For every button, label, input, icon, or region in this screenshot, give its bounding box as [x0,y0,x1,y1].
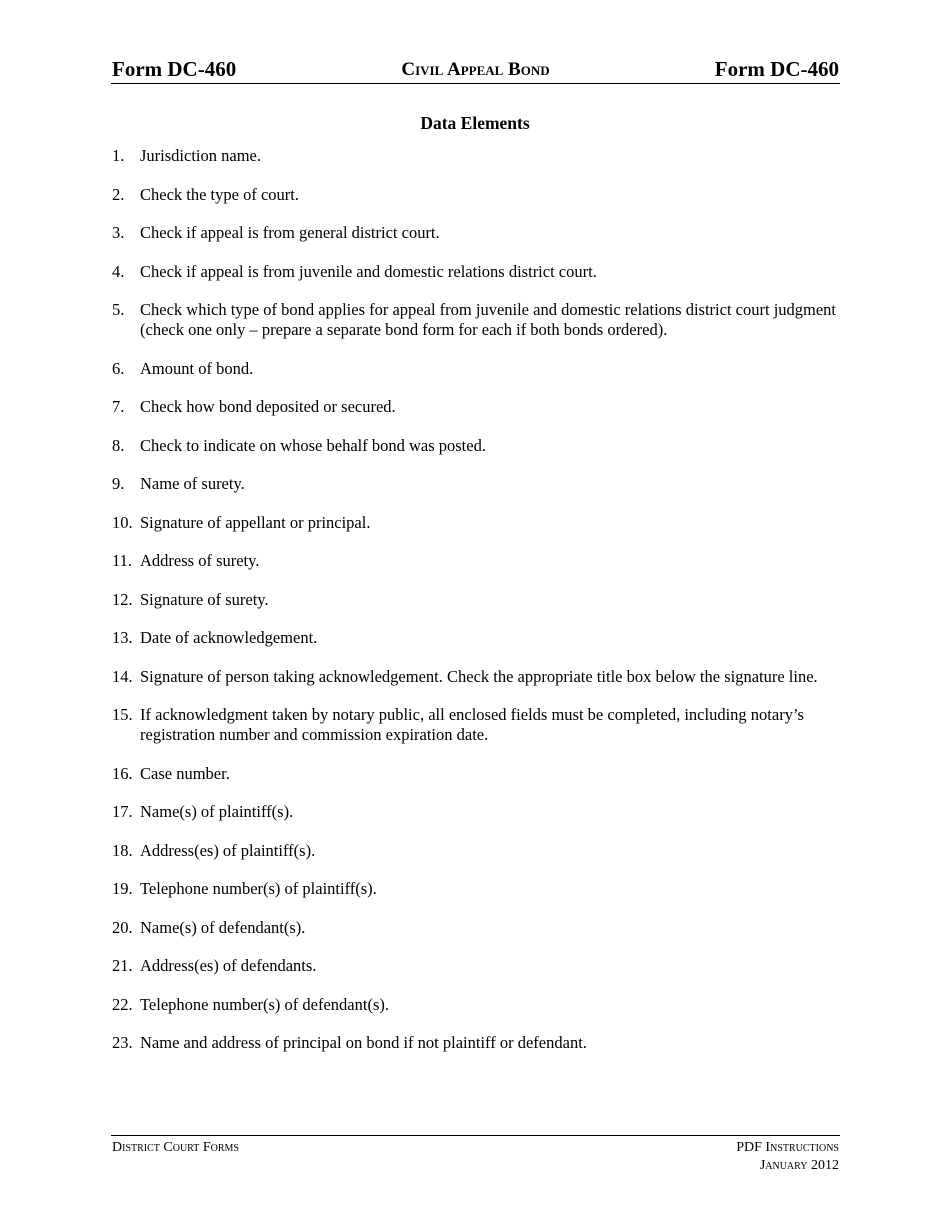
list-item [112,262,848,282]
item-number: 18. [112,840,133,860]
item-text: Jurisdiction name. [140,146,261,165]
item-number: 4. [112,261,125,281]
item-number: 13. [112,628,133,647]
form-title: Civil Appeal Bond [401,59,550,80]
item-text: Check how bond deposited or secured. [140,397,396,416]
item-text: Signature of person taking acknowledgement. Check the appropriate title box below the signature line. [140,666,818,686]
item-number: 10. [112,512,133,532]
item-number: 6. [112,358,125,378]
item-number: 19. [112,879,133,898]
list-item [112,995,848,1015]
item-text: Name of surety. [140,474,245,493]
data-elements-list [112,146,848,1072]
list-item [112,705,848,745]
item-text: Check the type of court. [140,184,299,204]
item-text: Check which type of bond applies for appeal from juvenile and domestic relations district court judgment (check one only – prepare a separate bond form for each if both bonds ordered). [140,300,837,339]
footer-right-line1: PDF Instructions [736,1140,839,1155]
list-item [112,223,848,243]
footer-right [736,1139,839,1175]
item-number: 7. [112,397,125,416]
item-text: Name and address of principal on bond if not plaintiff or defendant. [140,1033,587,1052]
list-item [112,628,848,648]
item-number: 22. [112,994,133,1014]
item-text: Name(s) of plaintiff(s). [140,802,294,821]
list-item [112,436,848,456]
list-item [112,918,848,938]
list-item [112,879,848,899]
list-item [112,474,848,494]
item-number: 14. [112,666,133,686]
list-item [112,590,848,610]
list-item [112,146,848,166]
page-header [111,56,840,84]
item-number: 11. [112,551,133,570]
list-item [112,802,848,822]
list-item [112,300,848,340]
item-number: 5. [112,300,125,319]
item-number: 21. [112,956,133,975]
list-item [112,667,848,687]
list-item [112,513,848,533]
item-number: 1. [112,146,125,165]
item-text: If acknowledgment taken by notary public, all enclosed fields must be completed, including notary’s registration number and commission expiration date. [140,705,804,744]
item-text: Check if appeal is from general district court. [140,223,440,242]
list-item [112,185,848,205]
item-text: Address of surety. [140,551,260,570]
item-number: 3. [112,223,125,242]
item-text: Signature of appellant or principal. [140,512,371,532]
item-text: Date of acknowledgement. [140,628,318,647]
item-text: Amount of bond. [140,358,254,378]
list-item [112,397,848,417]
item-number: 17. [112,802,133,821]
item-text: Address(es) of plaintiff(s). [140,840,316,860]
list-item [112,764,848,784]
footer-right-line2: January 2012 [759,1158,839,1173]
item-number: 12. [112,589,133,609]
item-text: Case number. [140,763,230,783]
item-text: Name(s) of defendant(s). [140,917,306,937]
list-item [112,841,848,861]
item-number: 2. [112,184,125,204]
item-text: Check to indicate on whose behalf bond was posted. [140,435,486,455]
item-number: 8. [112,435,125,455]
form-number-right: Form DC-460 [714,57,839,81]
form-number-left: Form DC-460 [112,57,237,81]
list-item [112,551,848,571]
footer-left: District Court Forms [112,1140,239,1155]
item-text: Signature of surety. [140,589,269,609]
item-number: 23. [112,1033,133,1052]
list-item [112,956,848,976]
item-text: Check if appeal is from juvenile and domestic relations district court. [140,261,597,281]
section-title: Data Elements [420,113,530,133]
list-item [112,1033,848,1053]
list-item [112,359,848,379]
item-number: 15. [112,705,133,724]
page-footer [111,1135,840,1173]
item-number: 20. [112,917,133,937]
item-text: Telephone number(s) of plaintiff(s). [140,879,377,898]
item-text: Telephone number(s) of defendant(s). [140,994,389,1014]
item-number: 9. [112,474,125,493]
item-number: 16. [112,763,133,783]
item-text: Address(es) of defendants. [140,956,317,975]
